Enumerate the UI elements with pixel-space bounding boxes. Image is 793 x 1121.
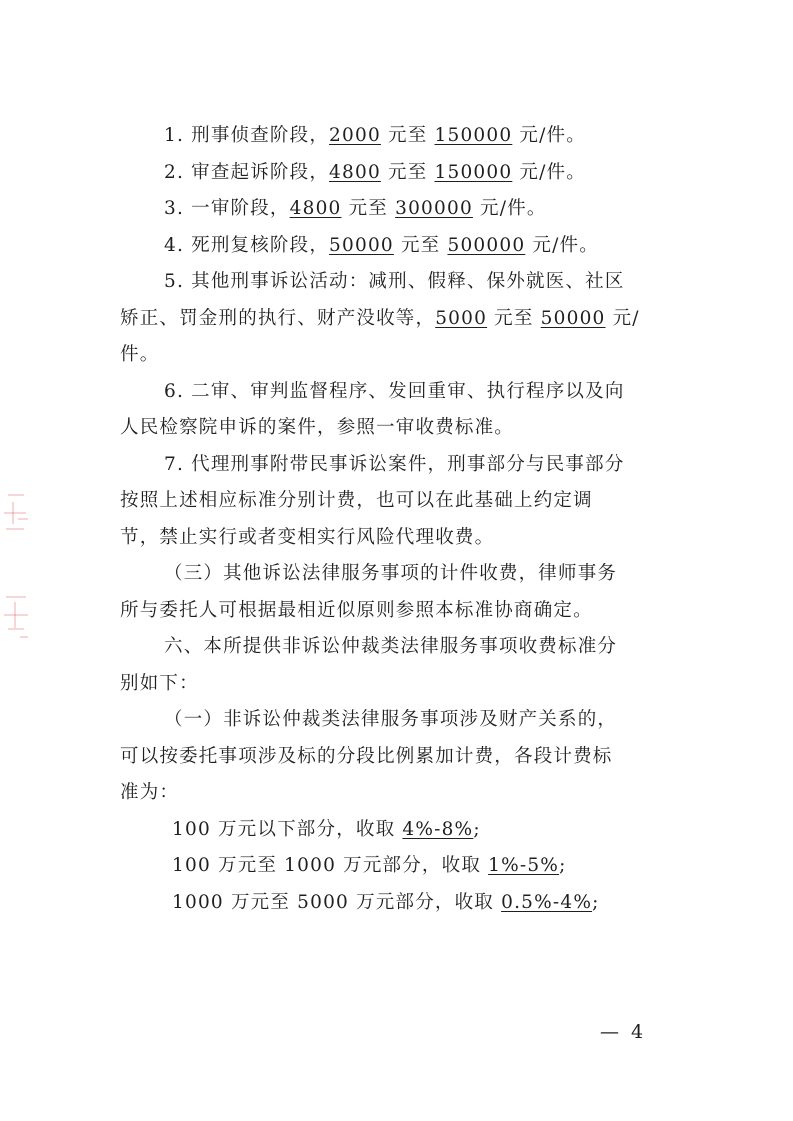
text: 元至 [380,125,435,146]
text: 元/件。 [512,161,586,183]
section-heading-line: 六、本所提供非诉讼仲裁类法律服务事项收费标准分 [164,636,618,657]
fee-item-death-penalty-review [120,228,680,265]
section-heading-line: 别如下： [120,672,199,694]
text: 元至 [393,234,448,256]
text: 1. 刑事侦查阶段， [164,125,330,146]
text: 2. 审查起诉阶段， [164,161,330,183]
text: 元/ [605,307,640,329]
fee-amount-max: 50000 [540,307,606,329]
paragraph-line [120,301,680,338]
page-number: — 4 [600,1021,647,1043]
paragraph-line: 件。 [120,344,160,365]
text: 元/件。 [472,198,547,219]
fee-tier-line [120,848,680,885]
fee-item-prosecution-review [120,155,680,192]
paragraph-line: 准为： [120,782,180,803]
seal-stamp-fragment [0,488,34,546]
text: 1000 万元至 5000 万元部分，收取 [172,891,502,913]
fee-rate: 4%-8% [402,818,474,840]
paragraph-line: 5. 其他刑事诉讼活动：减刑、假释、保外就医、社区 [164,271,625,292]
fee-amount-min: 4800 [329,161,381,183]
fee-amount-min: 4800 [289,198,342,219]
document-body [120,118,680,921]
text: 元至 [341,198,396,219]
fee-amount-max: 500000 [447,234,526,256]
text: ; [473,818,481,840]
fee-item-criminal-investigation [120,118,680,155]
text: 元/件。 [525,234,599,256]
text: 元/件。 [512,125,586,146]
fee-amount-max: 300000 [395,198,473,219]
fee-rate: 0.5%-4% [501,891,593,913]
paragraph-line: 节，禁止实行或者变相实行风险代理收费。 [120,526,495,548]
text: 元至 [380,161,435,183]
text: 4. 死刑复核阶段， [164,234,330,256]
paragraph-line: （一）非诉讼仲裁类法律服务事项涉及财产关系的， [164,709,618,730]
fee-amount-min: 5000 [435,307,488,329]
text: 元至 [487,307,541,329]
text: 矫正、罚金刑的执行、财产没收等， [120,307,436,329]
paragraph-line: 所与委托人可根据最相近似原则参照本标准协商确定。 [120,599,593,621]
paragraph-line: 6. 二审、审判监督程序、发回重审、执行程序以及向 [164,380,625,402]
fee-tier-line [120,885,680,922]
text: 100 万元至 1000 万元部分，收取 [172,855,489,876]
fee-amount-max: 150000 [434,161,513,183]
fee-amount-max: 150000 [434,125,513,146]
fee-amount-min: 2000 [329,125,381,146]
text: ; [592,891,600,913]
paragraph-line: 7. 代理刑事附带民事诉讼案件，刑事部分与民事部分 [164,453,625,475]
paragraph-line: 人民检察院申诉的案件，参照一审收费标准。 [120,417,515,438]
fee-tier-line [120,812,680,849]
paragraph-line: 按照上述相应标准分别计费，也可以在此基础上约定调 [120,490,593,511]
text: 3. 一审阶段， [164,198,290,219]
text: ; [559,855,567,876]
fee-item-first-instance [120,191,680,228]
seal-stamp-fragment [0,592,34,650]
text: 100 万元以下部分，收取 [172,818,403,840]
paragraph-line: （三）其他诉讼法律服务事项的计件收费，律师事务 [164,563,618,584]
paragraph-line: 可以按委托事项涉及标的分段比例累加计费，各段计费标 [120,745,613,767]
fee-rate: 1%-5% [488,855,560,876]
fee-amount-min: 50000 [329,234,394,256]
